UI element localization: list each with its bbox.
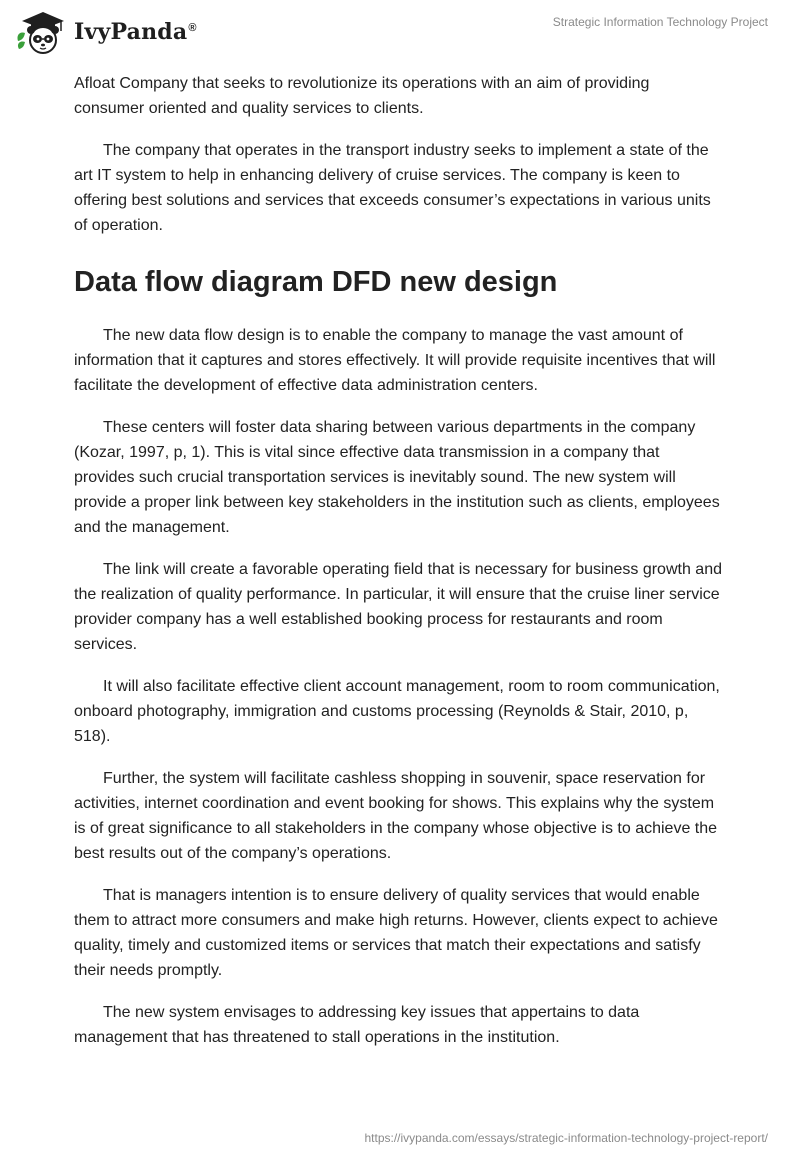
- paragraph-6: That is managers intention is to ensure delivery of quality services that would enable them to attract more consumers and make high returns. However, clients expect to achieve quality, timely and customized items or services that match their expectations and satisfy their needs promptly.: [74, 887, 718, 979]
- paragraph-1: The new data flow design is to enable the company to manage the vast amount of information that it captures and stores effectively. It will provide requisite incentives that will facilitate the development of effective data administration centers.: [74, 327, 716, 394]
- paragraph-4: It will also facilitate effective client account management, room to room communication, onboard photography, immigration and customs processing (Reynolds & Stair, 2010, p, 518).: [74, 678, 720, 745]
- paragraph-intro-2: The company that operates in the transport industry seeks to implement a state of the art IT system to help in enhancing delivery of cruise services. The company is keen to offering best solutions and services that exceeds consumer’s expectations in various units of operation.: [74, 142, 711, 234]
- logo-wordmark: IvyPanda®: [74, 19, 197, 45]
- source-url-link[interactable]: https://ivypanda.com/essays/strategic-information-technology-project-report/: [364, 1131, 768, 1145]
- running-title: Strategic Information Technology Project: [552, 15, 768, 29]
- paragraph-intro-1: Afloat Company that seeks to revolutionize its operations with an aim of providing consumer oriented and quality services to clients.: [74, 75, 650, 117]
- paragraph-3: The link will create a favorable operating field that is necessary for business growth and the realization of quality performance. In particular, it will ensure that the cruise liner service provider company has a well established booking process for restaurants and room services.: [74, 561, 722, 653]
- paragraph-7: The new system envisages to addressing key issues that appertains to data management that has threatened to stall operations in the institution.: [74, 1004, 640, 1046]
- paragraph-2: These centers will foster data sharing between various departments in the company (Kozar, 1997, p, 1). This is vital since effective data transmission in a company that provides such crucial transportation services is inevitably sound. The new system will provide a proper link between key stakeholders in the institution such as clients, employees and the management.: [74, 419, 720, 536]
- page-header: [0, 0, 800, 70]
- paragraph-5: Further, the system will facilitate cashless shopping in souvenir, space reservation for activities, internet coordination and event booking for shows. This explains why the system is of great significance to all stakeholders in the company whose objective is to achieve the best results out of the company’s operations.: [74, 770, 718, 862]
- ivypanda-logo[interactable]: [14, 9, 197, 55]
- section-heading: Data flow diagram DFD new design: [74, 266, 558, 298]
- registered-mark: ®: [188, 21, 197, 34]
- panda-graduate-icon: [14, 9, 72, 55]
- essay-body: [74, 71, 724, 1067]
